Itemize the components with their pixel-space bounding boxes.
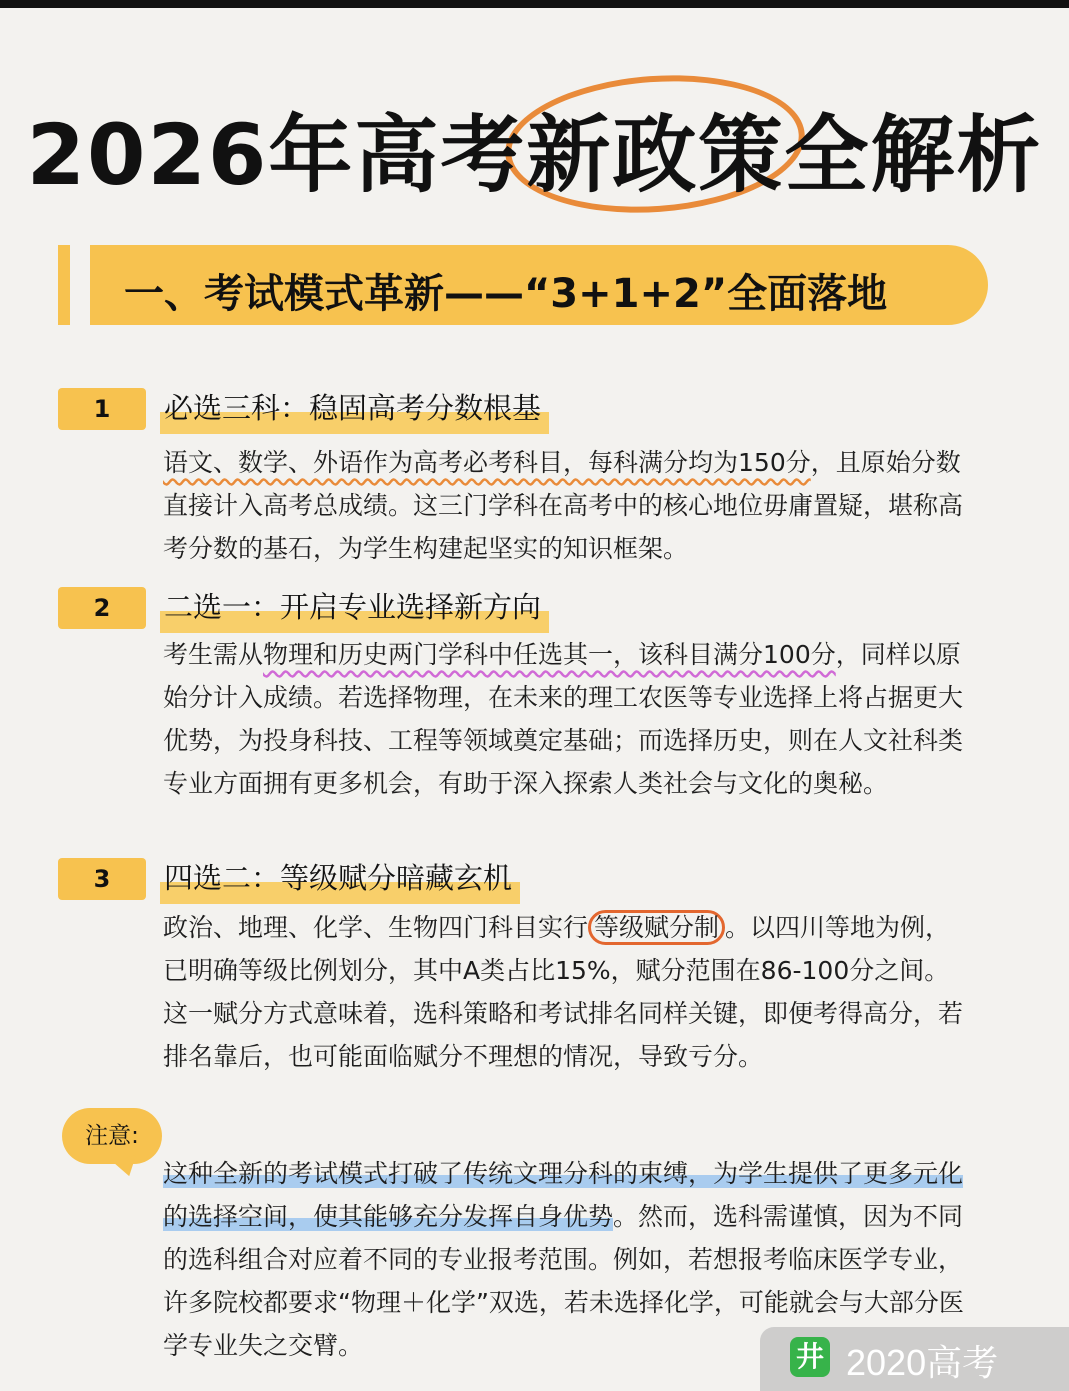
item-paragraph — [163, 441, 973, 570]
top-border — [0, 0, 1069, 8]
item-paragraph — [163, 906, 973, 1078]
wavy-underlined-text: 语文、数学、外语作为高考必考科目，每科满分均为150分 — [163, 448, 811, 477]
hashtag-icon: 井 — [790, 1337, 830, 1377]
item-heading — [160, 856, 520, 904]
item-heading — [160, 585, 549, 633]
paragraph-text: 政治、地理、化学、生物四门科目实行 — [163, 913, 589, 942]
item-heading-text: 四选二：等级赋分暗藏玄机 — [164, 861, 513, 895]
note-bubble: 注意: — [62, 1108, 162, 1164]
banner-stripe — [58, 245, 70, 325]
item-paragraph — [163, 633, 973, 805]
paragraph-text: 。以四川等地为例，已明确等级比例划分，其中A类占比15%，赋分范围在86-100分之间。这一赋分方式意味着，选科策略和考试排名同样关键，即便考得高分，若排名靠后，也可能面临赋分不理想的情况，导致亏分。 — [163, 913, 964, 1071]
item-heading-text: 二选一：开启专业选择新方向 — [164, 590, 542, 624]
paragraph-text: ，且原始分数直接计入高考总成绩。这三门学科在高考中的核心地位毋庸置疑，堪称高考分数的基石，为学生构建起坚实的知识框架。 — [163, 448, 964, 563]
page-title — [0, 88, 1069, 209]
item-number-badge: 3 — [58, 858, 146, 900]
item-number-badge: 1 — [58, 388, 146, 430]
title-prefix: 2026年高考 — [26, 106, 527, 204]
watermark-text: 2020高考 — [846, 1342, 999, 1383]
title-suffix: 全解析 — [784, 106, 1043, 204]
watermark — [760, 1327, 1069, 1391]
blue-highlighted-text: 这种全新的考试模式打破了传统文理分科的束缚，为学生提供了更多元化的选择空间，使其能够充分发挥自身优势 — [163, 1159, 964, 1231]
item-heading-text: 必选三科：稳固高考分数根基 — [164, 391, 542, 425]
paragraph-text: ，同样以原始分计入成绩。若选择物理，在未来的理工农医等专业选择上将占据更大优势，为投身科技、工程等领域奠定基础；而选择历史，则在人文社科类专业方面拥有更多机会，有助于深入探索人类社会与文化的奥秘。 — [163, 640, 964, 798]
title-highlight: 新政策 — [526, 106, 785, 204]
wavy-underlined-text: 物理和历史两门学科中任选其一，该科目满分100分 — [263, 640, 836, 669]
section-title: 一、考试模式革新——“3+1+2”全面落地 — [124, 271, 888, 317]
paragraph-text: 考生需从 — [163, 640, 264, 669]
paragraph-text: 。然而，选科需谨慎，因为不同的选科组合对应着不同的专业报考范围。例如，若想报考临床医学专业，许多院校都要求“物理＋化学”双选，若未选择化学，可能就会与大部分医学专业失之交臂。 — [163, 1202, 964, 1360]
item-number-badge: 2 — [58, 587, 146, 629]
circled-text: 等级赋分制 — [588, 910, 725, 945]
section-banner — [58, 245, 988, 325]
item-heading — [160, 386, 549, 434]
